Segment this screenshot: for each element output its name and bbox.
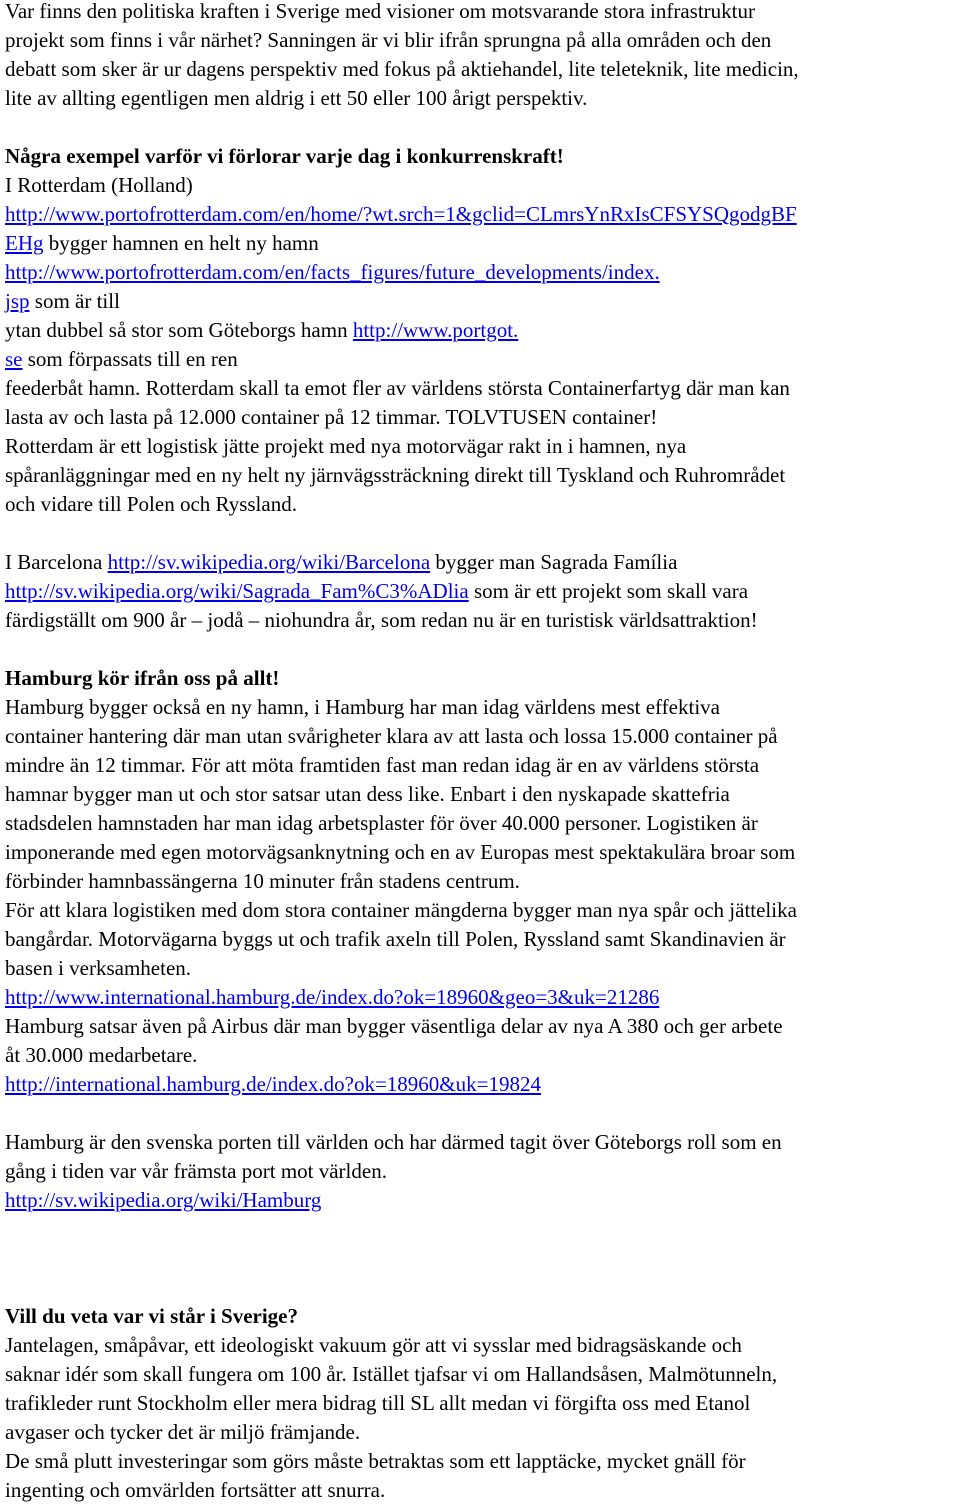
hamburg-section xyxy=(5,664,957,1215)
text-line: I Rotterdam (Holland) xyxy=(5,173,193,197)
text-line: mindre än 12 timmar. För att möta framtiden fast man redan idag är en av världens största xyxy=(5,753,760,777)
text-line: debatt som sker är ur dagens perspektiv med fokus på aktiehandel, lite teleteknik, lite medicin, xyxy=(5,57,799,81)
text-line: avgaser och tycker det är miljö främjande. xyxy=(5,1420,361,1444)
text-line: färdigställt om 900 år – jodå – niohundra år, som redan nu är en turistisk världsattraktion! xyxy=(5,608,758,632)
text-line: feederbåt hamn. Rotterdam skall ta emot fler av världens största Containerfartyg där man kan xyxy=(5,376,790,400)
text-line: projekt som finns i vår närhet? Sanningen är vi blir ifrån sprungna på alla områden och den xyxy=(5,28,772,52)
spacer xyxy=(5,1215,957,1244)
inline-text: som är till xyxy=(29,289,120,313)
text-line xyxy=(5,983,957,1012)
text-line xyxy=(5,258,957,287)
inline-text: bygger man Sagrada Família xyxy=(430,550,678,574)
text-line xyxy=(5,287,957,316)
barcelona-section xyxy=(5,548,957,635)
text-line: åt 30.000 medarbetare. xyxy=(5,1043,198,1067)
document-body xyxy=(5,0,957,1505)
section-heading: Hamburg kör ifrån oss på allt! xyxy=(5,666,280,690)
text-line: För att klara logistiken med dom stora container mängderna bygger man nya spår och jättelika xyxy=(5,898,797,922)
text-line: spåranläggningar med en ny helt ny järnvägssträckning direkt till Tyskland och Ruhrområdet xyxy=(5,463,786,487)
text-line: gång i tiden var vår främsta port mot världen. xyxy=(5,1159,387,1183)
inline-text: ytan dubbel så stor som Göteborgs hamn xyxy=(5,318,353,342)
text-line: lasta av och lasta på 12.000 container på 12 timmar. TOLVTUSEN container! xyxy=(5,405,658,429)
text-line xyxy=(5,1070,957,1099)
text-line: Jantelagen, småpåvar, ett ideologiskt vakuum gör att vi sysslar med bidragsäskande och xyxy=(5,1333,742,1357)
inline-text: I Barcelona xyxy=(5,550,108,574)
text-line: bangårdar. Motorvägarna byggs ut och trafik axeln till Polen, Ryssland samt Skandinavien är xyxy=(5,927,786,951)
hamburg-airbus-link[interactable]: http://international.hamburg.de/index.do?ok=18960&uk=19824 xyxy=(5,1072,541,1096)
portofrotterdam-future-link[interactable]: http://www.portofrotterdam.com/en/facts_figures/future_developments/index. xyxy=(5,260,660,284)
text-line: förbinder hamnbassängerna 10 minuter från stadens centrum. xyxy=(5,869,520,893)
text-line: och vidare till Polen och Ryssland. xyxy=(5,492,297,516)
spacer xyxy=(5,635,957,664)
inline-text: som är ett projekt som skall vara xyxy=(468,579,749,603)
text-line: Hamburg bygger också en ny hamn, i Hamburg har man idag världens mest effektiva xyxy=(5,695,720,719)
text-line: container hantering där man utan svårigheter klara av att lasta och lossa 15.000 container på xyxy=(5,724,778,748)
section-heading: Vill du veta var vi står i Sverige? xyxy=(5,1304,299,1328)
text-line: hamnar bygger man ut och stor satsar utan dess like. Enbart i den nyskapade skattefria xyxy=(5,782,730,806)
spacer xyxy=(5,1099,957,1128)
portofrotterdam-future-link-cont[interactable]: jsp xyxy=(5,289,30,313)
text-line xyxy=(5,316,957,345)
text-line xyxy=(5,577,957,606)
text-line: imponerande med egen motorvägsanknytning och en av Europas mest spektakulära broar som xyxy=(5,840,796,864)
wikipedia-hamburg-link[interactable]: http://sv.wikipedia.org/wiki/Hamburg xyxy=(5,1188,322,1212)
text-line xyxy=(5,229,957,258)
sverige-section xyxy=(5,1302,957,1505)
text-line: trafikleder runt Stockholm eller mera bidrag till SL allt medan vi förgifta oss med Etanol xyxy=(5,1391,751,1415)
inline-text: bygger hamnen en helt ny hamn xyxy=(43,231,319,255)
text-line: Hamburg är den svenska porten till världen och har därmed tagit över Göteborgs roll som en xyxy=(5,1130,782,1154)
text-line: saknar idér som skall fungera om 100 år. Istället tjafsar vi om Hallandsåsen, Malmötunneln, xyxy=(5,1362,778,1386)
spacer xyxy=(5,519,957,548)
portgot-link[interactable]: http://www.portgot. xyxy=(352,318,519,342)
wikipedia-sagrada-familia-link[interactable]: http://sv.wikipedia.org/wiki/Sagrada_Fam%C3%ADlia xyxy=(5,579,469,603)
hamburg-international-link[interactable]: http://www.international.hamburg.de/index.do?ok=18960&geo=3&uk=21286 xyxy=(5,985,660,1009)
section-heading: Några exempel varför vi förlorar varje dag i konkurrenskraft! xyxy=(5,144,564,168)
text-line: stadsdelen hamnstaden har man idag arbetsplaster för över 40.000 personer. Logistiken är xyxy=(5,811,758,835)
text-line: Hamburg satsar även på Airbus där man bygger väsentliga delar av nya A 380 och ger arbete xyxy=(5,1014,783,1038)
portgot-link-cont[interactable]: se xyxy=(5,347,23,371)
text-line xyxy=(5,1186,957,1215)
text-line: basen i verksamheten. xyxy=(5,956,192,980)
spacer xyxy=(5,1244,957,1273)
text-line: Rotterdam är ett logistisk jätte projekt med nya motorvägar rakt in i hamnen, nya xyxy=(5,434,687,458)
inline-text: som förpassats till en ren xyxy=(22,347,238,371)
text-line xyxy=(5,345,957,374)
portofrotterdam-home-link-cont[interactable]: EHg xyxy=(5,231,44,255)
text-line: ingenting och omvärlden fortsätter att snurra. xyxy=(5,1478,386,1502)
text-line: lite av allting egentligen men aldrig i ett 50 eller 100 årigt perspektiv. xyxy=(5,86,588,110)
text-line: De små plutt investeringar som görs måste betraktas som ett lapptäcke, mycket gnäll för xyxy=(5,1449,746,1473)
text-line: Var finns den politiska kraften i Sverige med visioner om motsvarande stora infrastruktur xyxy=(5,0,755,23)
wikipedia-barcelona-link[interactable]: http://sv.wikipedia.org/wiki/Barcelona xyxy=(107,550,431,574)
portofrotterdam-home-link[interactable]: http://www.portofrotterdam.com/en/home/?wt.srch=1&gclid=CLmrsYnRxIsCFSYSQgodgBF xyxy=(5,202,797,226)
text-line xyxy=(5,548,957,577)
intro-paragraph xyxy=(5,0,957,113)
text-line xyxy=(5,200,957,229)
spacer xyxy=(5,113,957,142)
rotterdam-section xyxy=(5,142,957,519)
spacer xyxy=(5,1273,957,1302)
